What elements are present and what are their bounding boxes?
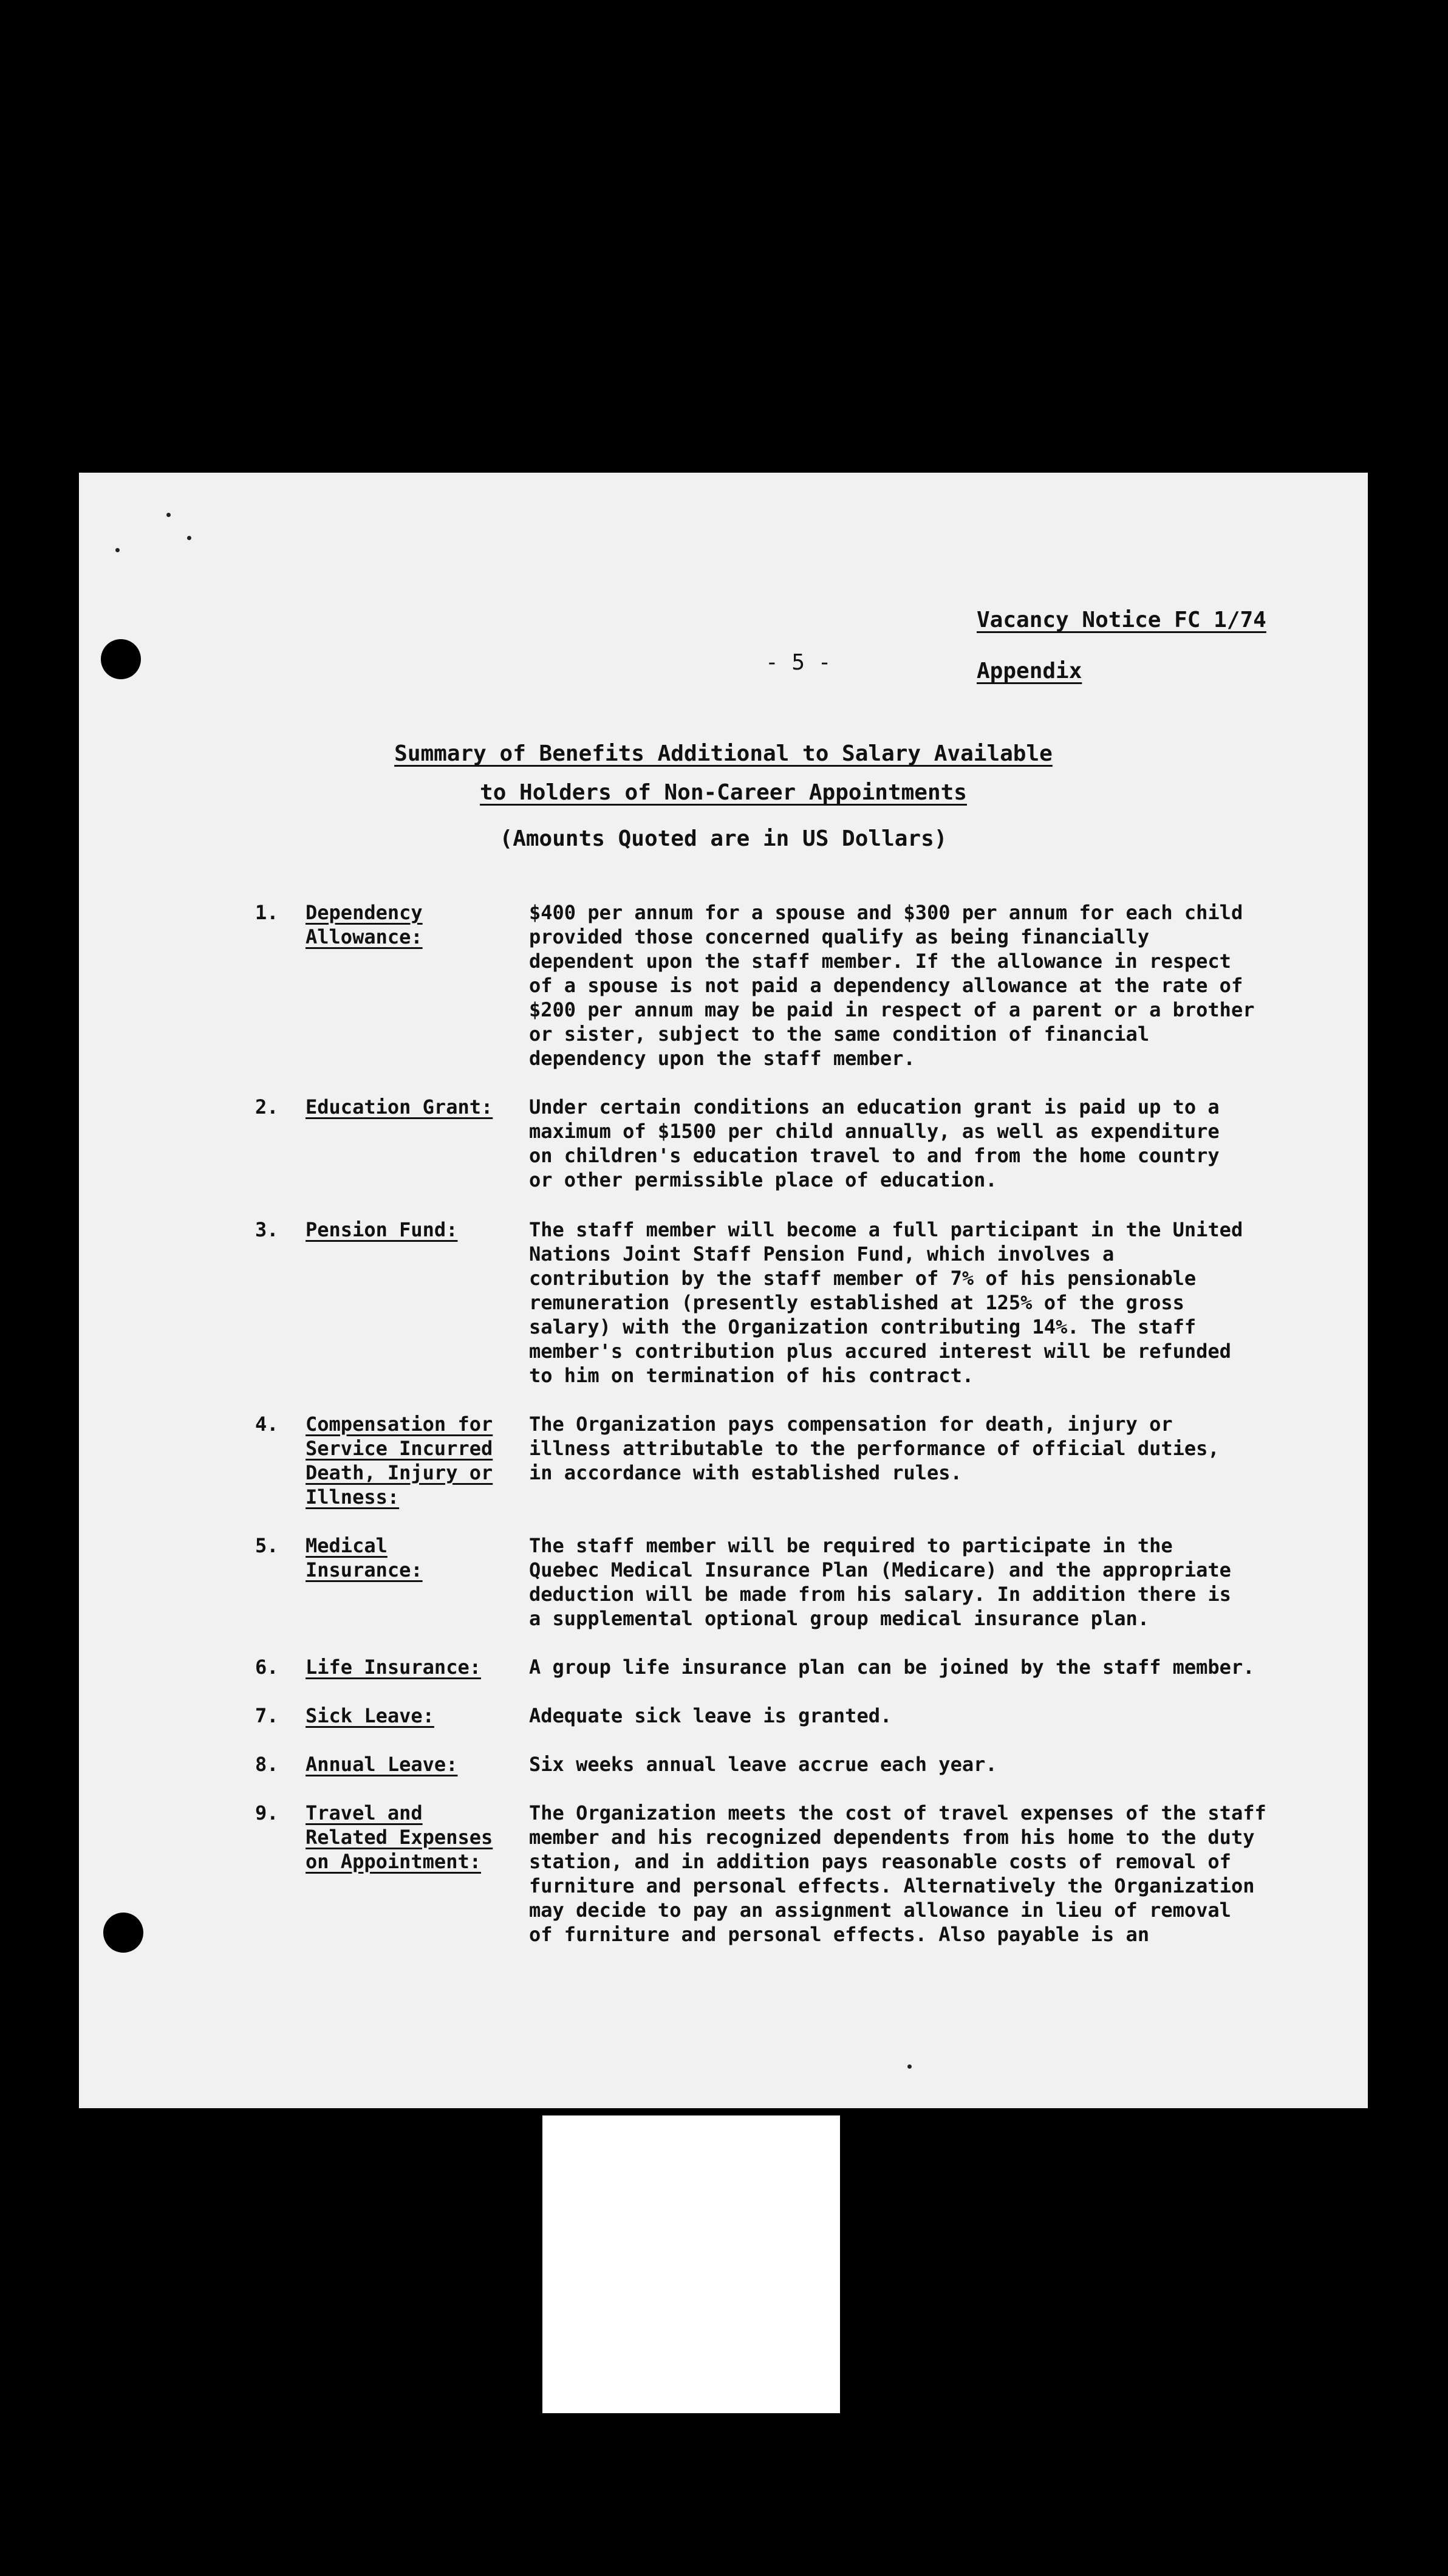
item-number: 1. xyxy=(255,901,279,924)
punch-hole-top xyxy=(101,639,141,679)
page-number: - 5 - xyxy=(765,650,832,675)
item-number: 7. xyxy=(255,1704,279,1727)
speck xyxy=(115,548,120,552)
item-label: Sick Leave: xyxy=(306,1704,434,1727)
item-text: The Organization meets the cost of travel expenses of the staff member and his recognized dependents from his home to the duty station, and in addition pays reasonable costs of removal of furniture and personal effects. Alternatively the Organization may decide to pay an assignment allowance in lieu of removal of furniture and personal effects. Also payable is an xyxy=(529,1801,1266,1946)
speck xyxy=(187,536,191,540)
item-number: 9. xyxy=(255,1801,279,1824)
item-text: The staff member will become a full participant in the United Nations Joint Staff Pension Fund, which involves a contribution by the staff member of 7% of his pensionable remuneration (presently established at 125% of the gross salary) with the Organization contributing 14%. The staff member's contribution plus accured interest will be refunded to him on termination of his contract. xyxy=(529,1218,1243,1387)
item-text: A group life insurance plan can be joined by the staff member. xyxy=(529,1656,1255,1679)
item-text: Adequate sick leave is granted. xyxy=(529,1704,892,1727)
item-label: Dependency Allowance: xyxy=(306,901,423,948)
item-text: Six weeks annual leave accrue each year. xyxy=(529,1753,997,1776)
document-page xyxy=(79,473,1368,2108)
blank-card xyxy=(542,2115,840,2413)
vacancy-notice: Vacancy Notice FC 1/74 xyxy=(977,608,1266,632)
item-number: 8. xyxy=(255,1753,279,1776)
item-label: Annual Leave: xyxy=(306,1753,458,1776)
item-label: Compensation for Service Incurred Death, Injury or Illness: xyxy=(306,1413,493,1509)
item-number: 4. xyxy=(255,1413,279,1436)
punch-hole-bottom xyxy=(103,1913,143,1953)
item-label: Pension Fund: xyxy=(306,1218,458,1241)
item-text: Under certain conditions an education grant is paid up to a maximum of $1500 per child annually, as well as expenditure on children's education travel to and from the home country or other permissible place of education. xyxy=(529,1095,1220,1191)
item-number: 6. xyxy=(255,1656,279,1679)
title-line-1: Summary of Benefits Additional to Salary Available xyxy=(394,741,1053,766)
item-number: 3. xyxy=(255,1218,279,1241)
item-number: 5. xyxy=(255,1534,279,1557)
item-text: $400 per annum for a spouse and $300 per annum for each child provided those concerned qualify as being financially dependent upon the staff member. If the allowance in respect of a spouse is not paid a dependency allowance at the rate of $200 per annum may be paid in respect of a parent or a brother or sister, subject to the same condition of financial dependency upon the staff member. xyxy=(529,901,1255,1070)
item-label: Education Grant: xyxy=(306,1095,493,1118)
item-label: Medical Insurance: xyxy=(306,1534,423,1581)
item-text: The staff member will be required to participate in the Quebec Medical Insurance Plan (Medicare) and the appropriate deduction will be made from his salary. In addition there is a supplemental optional group medical insurance plan. xyxy=(529,1534,1231,1630)
speck xyxy=(907,2064,912,2069)
title-line-2: to Holders of Non-Career Appointments xyxy=(480,780,967,805)
item-label: Travel and Related Expenses on Appointment: xyxy=(306,1801,493,1873)
title-line-3: (Amounts Quoted are in US Dollars) xyxy=(499,826,948,851)
speck xyxy=(166,513,171,517)
item-number: 2. xyxy=(255,1095,279,1118)
item-label: Life Insurance: xyxy=(306,1656,481,1679)
item-text: The Organization pays compensation for death, injury or illness attributable to the performance of official duties, in accordance with established rules. xyxy=(529,1413,1220,1484)
appendix-label: Appendix xyxy=(977,659,1082,683)
